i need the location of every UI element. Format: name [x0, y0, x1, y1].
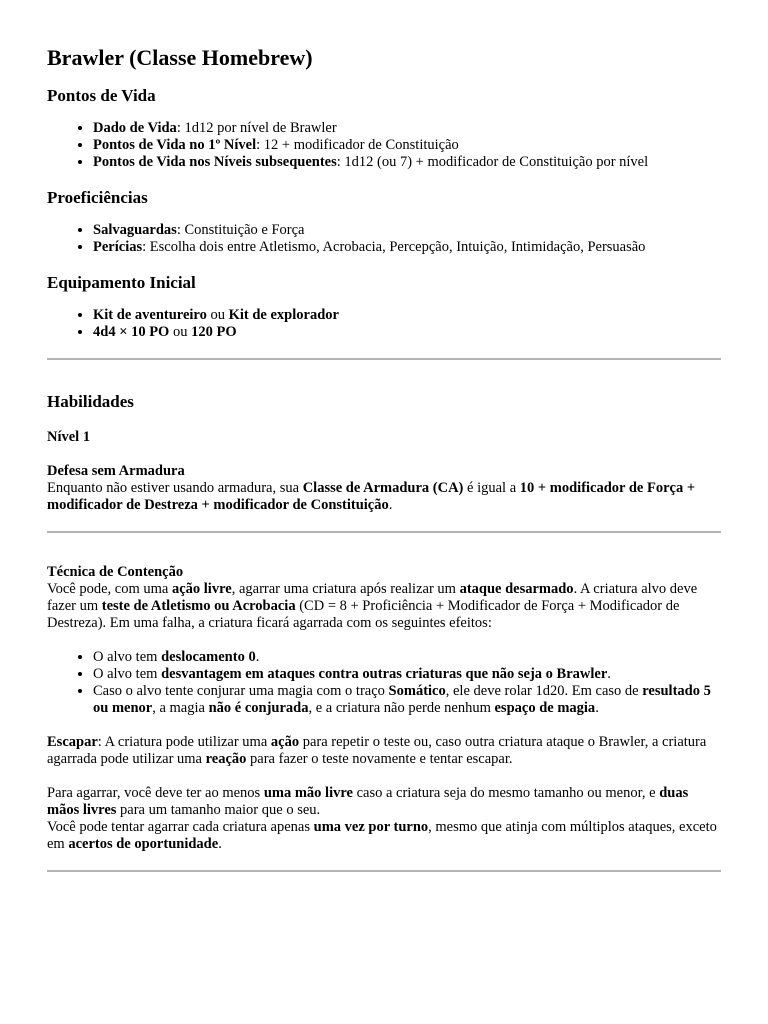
list-item — [93, 120, 721, 137]
text-span: O alvo tem — [93, 666, 162, 682]
bold-span: não é conjurada — [208, 700, 309, 716]
list-item — [93, 324, 721, 341]
item-text: : 1d12 (ou 7) + modificador de Constituição por nível — [336, 154, 649, 170]
text-span: para fazer o teste novamente e tentar escapar. — [246, 751, 513, 767]
text-span: (CD = 8 + Proficiência + Modificador de Força + Modificador de Destreza). Em uma falha, a criatura ficará agarrada com os seguintes efeitos: — [47, 598, 680, 631]
item-text: : 12 + modificador de Constituição — [256, 137, 459, 153]
section-heading-proficiencias: Proeficiências — [47, 188, 148, 207]
text-span: , mesmo que atinja com múltiplos ataques, exceto em — [47, 819, 717, 852]
item-text: : 1d12 por nível de Brawler — [176, 120, 337, 136]
feature-text — [47, 581, 721, 632]
section-heading-pontos-de-vida: Pontos de Vida — [47, 86, 156, 105]
proficiencias-list — [47, 222, 721, 256]
feature-defesa-sem-armadura — [47, 463, 721, 514]
text-span: , e a criatura não perde nenhum — [308, 700, 495, 716]
text-span: . — [388, 497, 393, 513]
text-span: Para agarrar, você deve ter ao menos — [47, 785, 264, 801]
bold-span: Escapar — [47, 734, 98, 750]
text-span: Caso o alvo tente conjurar uma magia com o traço — [93, 683, 389, 699]
bold-span: Somático — [388, 683, 446, 699]
bold-span: duas mãos livres — [47, 785, 689, 818]
section-heading-equipamento: Equipamento Inicial — [47, 273, 196, 292]
bold-span: uma vez por turno — [313, 819, 429, 835]
level-label: Nível 1 — [47, 429, 91, 445]
or-text: ou — [206, 307, 229, 323]
text-span: . — [255, 649, 260, 665]
text-span: . — [607, 666, 611, 682]
option-b: 120 PO — [191, 324, 237, 340]
text-span: , ele deve rolar 1d20. Em caso de — [445, 683, 643, 699]
feature-text — [47, 480, 721, 514]
item-text: : Constituição e Força — [176, 222, 305, 238]
divider — [47, 870, 721, 872]
bold-span: uma mão livre — [263, 785, 353, 801]
feature-title: Defesa sem Armadura — [47, 463, 185, 479]
bold-span: ataque desarmado — [459, 581, 574, 597]
item-text: : Escolha dois entre Atletismo, Acrobacia, Percepção, Intuição, Intimidação, Persuasão — [142, 239, 646, 255]
list-item — [93, 649, 721, 666]
text-span: Enquanto não estiver usando armadura, sua — [47, 480, 303, 496]
text-span: . — [595, 700, 599, 716]
list-item — [93, 666, 721, 683]
bold-span: 10 + modificador de Força + modificador de Destreza + modificador de Constituição — [47, 480, 696, 513]
option-a: Kit de aventureiro — [93, 307, 207, 323]
bold-span: desvantagem em ataques contra outras criaturas que não seja o Brawler — [161, 666, 608, 682]
bold-span: deslocamento 0 — [161, 649, 256, 665]
bold-span: espaço de magia — [494, 700, 596, 716]
text-span: , a magia — [152, 700, 209, 716]
vez-paragraph — [47, 819, 721, 853]
text-span: Você pode, com uma — [47, 581, 172, 597]
feature-title: Técnica de Contenção — [47, 564, 184, 580]
text-span: . A criatura alvo deve fazer um — [47, 581, 698, 614]
equipamento-list — [47, 307, 721, 341]
feature-tecnica-de-contencao — [47, 564, 721, 853]
item-label: Pontos de Vida nos Níveis subsequentes — [93, 154, 337, 170]
option-b: Kit de explorador — [228, 307, 339, 323]
text-span: : A criatura pode utilizar uma — [97, 734, 271, 750]
bold-span: ação — [270, 734, 300, 750]
page-title: Brawler (Classe Homebrew) — [47, 45, 313, 70]
text-span: para repetir o teste ou, caso outra criatura ataque o Brawler, a criatura agarrada pode utilizar uma — [47, 734, 707, 767]
list-item — [93, 222, 721, 239]
text-span: . — [218, 836, 222, 852]
bold-span: teste de Atletismo ou Acrobacia — [101, 598, 296, 614]
bold-span: reação — [205, 751, 247, 767]
effects-list — [47, 649, 721, 717]
escapar-paragraph — [47, 734, 721, 768]
agarrar-paragraph — [47, 785, 721, 819]
list-item — [93, 154, 721, 171]
section-heading-habilidades: Habilidades — [47, 392, 134, 411]
divider — [47, 358, 721, 360]
list-item — [93, 307, 721, 324]
pontos-de-vida-list — [47, 120, 721, 171]
bold-span: resultado 5 ou menor — [93, 683, 711, 716]
list-item — [93, 683, 721, 717]
bold-span: ação livre — [171, 581, 232, 597]
option-a: 4d4 × 10 PO — [93, 324, 170, 340]
list-item — [93, 239, 721, 256]
divider — [47, 531, 721, 533]
bold-span: acertos de oportunidade — [68, 836, 219, 852]
text-span: caso a criatura seja do mesmo tamanho ou menor, e — [352, 785, 660, 801]
bold-span: Classe de Armadura (CA) — [302, 480, 464, 496]
or-text: ou — [169, 324, 192, 340]
text-span: Você pode tentar agarrar cada criatura apenas — [47, 819, 314, 835]
item-label: Salvaguardas — [93, 222, 177, 238]
item-label: Dado de Vida — [93, 120, 177, 136]
text-span: para um tamanho maior que o seu. — [116, 802, 321, 818]
text-span: , agarrar uma criatura após realizar um — [231, 581, 460, 597]
item-label: Perícias — [93, 239, 143, 255]
item-label: Pontos de Vida no 1º Nível — [93, 137, 257, 153]
list-item — [93, 137, 721, 154]
text-span: O alvo tem — [93, 649, 162, 665]
text-span: é igual a — [463, 480, 520, 496]
